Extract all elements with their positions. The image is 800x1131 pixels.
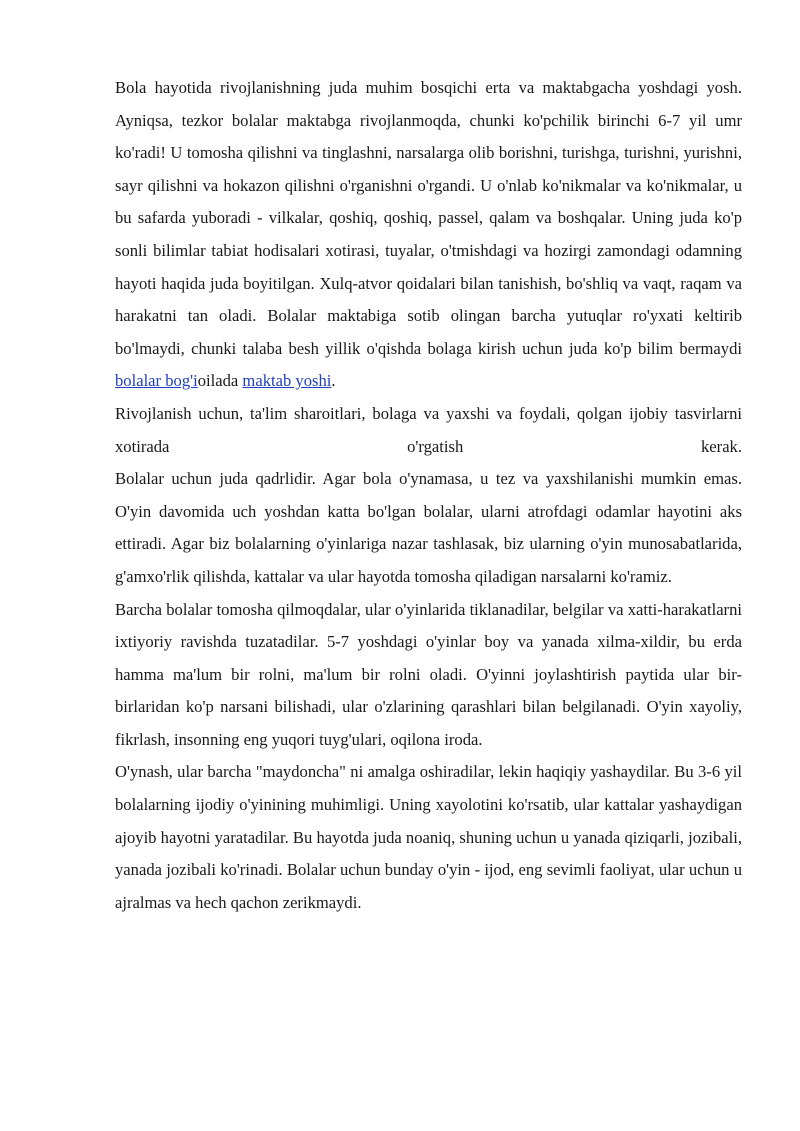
paragraph-5: O'ynash, ular barcha "maydoncha" ni amalga oshiradilar, lekin haqiqiy yashaydilar. Bu 3-6 yil bolalarning ijodiy o'yinining muhimligi. Uning xayolotini ko'rsatib, ular kattalar yashaydigan ajoyib hayotni yaratadilar. Bu hayotda juda noaniq, shuning uchun u yanada qiziqarli, jozibali, yanada jozibali ko'rinadi. Bolalar uchun bunday o'yin - ijod, eng sevimli faoliyat, ular uchun u ajralmas va hech qachon zerikmaydi.	[115, 762, 742, 912]
paragraph-1-text-middle: oilada	[197, 371, 243, 391]
paragraph-1-text: Bola hayotida rivojlanishning juda muhim bosqichi erta va maktabgacha yoshdagi yosh. Ayniqsa, tezkor bolalar maktabga rivojlanmoqda, chunki ko'pchilik birinchi 6-7 yil umr ko'radi! U tomosha qilishni va tinglashni, narsalarga olib borishni, turishga, turishni, yurishni, sayr qilishni va hokazon qilishni o'rganishni o'rgandi. U o'nlab ko'nikmalar va ko'nikmalar, u bu safarda yuboradi - vilkalar, qoshiq, qoshiq, passel, qalam va boshqalar. Uning juda ko'p sonli bilimlar tabiat hodisalari xotirasi, tuyalar, o'tmishdagi va hozirgi zamondagi odamning hayoti haqida juda boyitilgan. Xulq-atvor qoidalari bilan tanishish, bo'shliq va vaqt, raqam va harakatni tan oladi. Bolalar maktabiga sotib olingan barcha yutuqlar ro'yxati keltirib bo'lmaydi, chunki talaba besh yillik o'qishda bolaga kirish uchun juda ko'p bilim bermaydi	[115, 78, 742, 358]
paragraph-1	[115, 72, 742, 398]
document-body	[115, 72, 742, 919]
link-bolalar-bogi[interactable]: bolalar bog'i	[115, 371, 198, 391]
paragraph-2: Rivojlanish uchun, ta'lim sharoitlari, bolaga va yaxshi va foydali, qolgan ijobiy tasvirlarni xotirada o'rgatish kerak.	[115, 403, 742, 456]
paragraph-3: Bolalar uchun juda qadrlidir. Agar bola o'ynamasa, u tez va yaxshilanishi mumkin emas. O'yin davomida uch yoshdan katta bo'lgan bolalar, ularni atrofdagi odamlar hayotini aks ettiradi. Agar biz bolalarning o'yinlariga nazar tashlasak, biz ularning o'yin munosabatlarida, g'amxo'rlik qilishda, kattalar va ular hayotda tomosha qiladigan narsalarni ko'ramiz.	[115, 469, 742, 586]
paragraph-1-text-end: .	[331, 371, 336, 391]
paragraph-4: Barcha bolalar tomosha qilmoqdalar, ular o'yinlarida tiklanadilar, belgilar va xatti-harakatlarni ixtiyoriy ravishda tuzatadilar. 5-7 yoshdagi o'yinlar boy va yanada xilma-xildir, bu erda hamma ma'lum bir rolni, ma'lum bir rolni oladi. O'yinni joylashtirish paytida ular bir-birlaridan ko'p narsani bilishadi, ular o'zlarining qarashlari bilan belgilanadi. O'yin xayoliy, fikrlash, insonning eng yuqori tuyg'ulari, oqilona iroda.	[115, 599, 742, 749]
link-maktab-yoshi[interactable]: maktab yoshi	[242, 371, 332, 391]
